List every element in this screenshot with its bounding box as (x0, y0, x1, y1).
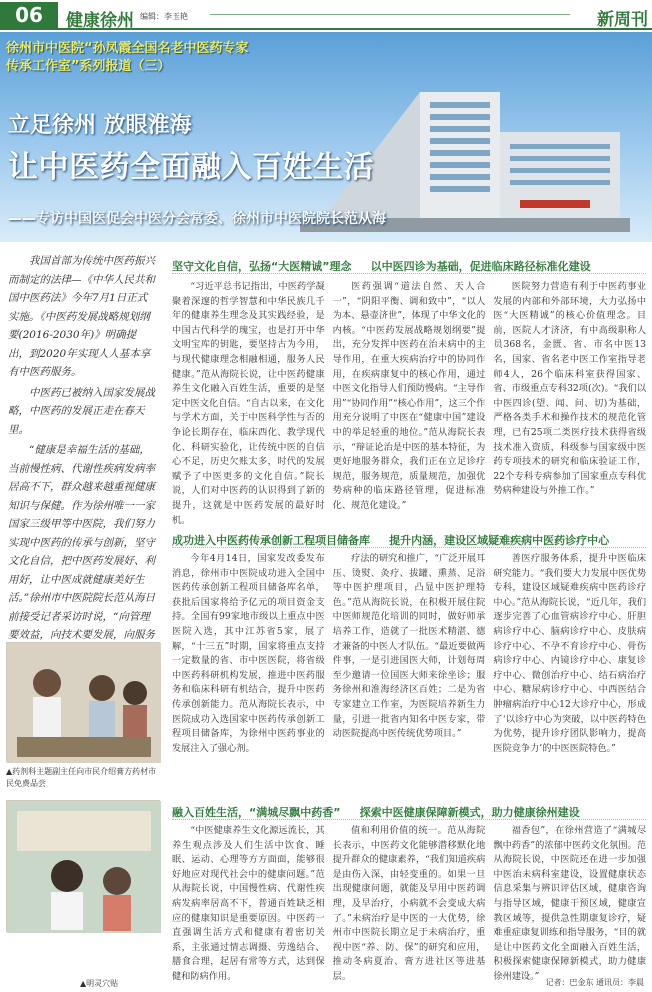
article-paragraph: 医院努力营造有利于中医药事业发展的内部和外部环境，大力弘扬中医“大医精诚”的核心价值理念。目前，医院人才济济，有中高级职称人员368名，金匮、省、市名中医13名，国家、省名老中医工作室指导老师4人，26个临床科室获得国家、省、市级重点专科32项(次)。“我们以中医四诊(望、闻、问、切)为基础，严格各类手术和操作技术的规范化管理，已有25项二类医疗技术获得省级技术准入资质，科级参与国家级中医药专项技术的研究和临床验证工作，22个专科专病参加了国家重点专科优势病种建设与外推工作。” (493, 281, 647, 497)
byline-credit: 记者：巴金东 通讯员：李晨 (545, 978, 644, 987)
subheadline: ——专访中国医促会中医分会常委、徐州市中医院院长范从海 (8, 211, 386, 227)
article-columns (172, 552, 646, 796)
article-column (172, 824, 325, 982)
article-columns (172, 824, 647, 982)
page-number: 06 (0, 2, 58, 28)
article-paragraph: 今年4月14日，国家发改委发布消息，徐州市中医院成功进入全国中医药传承创新工程项目储备库名单，获批后国家将给予亿元的项目资金支持。全国有99家地市级以上重点中医医院入选，其中江苏省5家，展了解，“十三五”时期，国家将重点支持一定数量的省、市中医医院，将省级中医药科研机构发展，推进中医药服务和临床科研有机结合，提升中医药传承创新能力。范从海院长表示，中医院成功入选国家中医药传承创新工程项目储备库，为徐州中医药事业的发展注入了强心剂。 (172, 553, 325, 754)
section-heading-right: 探索中医健康保障新模式，助力健康徐州建设 (359, 806, 580, 819)
editor-credit: 编辑：李玉艳 (140, 12, 188, 21)
section-heading-right: 以中医四诊为基础，促进临床路径标准化建设 (370, 260, 591, 273)
article-column (172, 552, 325, 796)
article-paragraph: “习近平总书记指出，中医药学凝聚着深邃的哲学智慧和中华民族几千年的健康养生理念及其实践经验，是中国古代科学的瑰宝，也是打开中华文明宝库的钥匙，要坚持古为今用，与现代健康理念相融相通，服务人民健康。”范从海院长说，让中医药健康养生文化融入百姓生活，重要的是坚定中医文化自信。“自古以来，在文化与学术方面，关于中医科学性与否的争论长期存在，临床西化、教学现代化、科研实验化，让传统中医的自信心不足，历史欠账太多，时代的发展赋予了中医更多的文化自信。”院长说，人们对中医药的认识得到了新的提升，这就是中医药发展的最好时机。 (172, 281, 325, 526)
lead-paragraph: 我国首部为传统中医药振兴而制定的法律—《中华人民共和国中医药法》今年7月1日正式实施。《中医药发展战略规划纲要(2016-2030年)》明确提出，到2020年实现人人基本享有中医药服务。 (8, 255, 155, 378)
article-paragraph: “中医健康养生文化源远流长，其养生观点涉及人们生活中饮食、睡眠、运动、心理等方方面面，能够很好地应对现代社会中的健康问题。”范从海院长说，中国慢性病、代谢性疾病发病率居高不下，普通百姓缺乏相应的健康知识是重要原因。中医药一直强调生活方式和健康有着密切关系，主张通过情志调摄、劳逸结合、膳食合理，起居有常等方式，达到保健和防病作用。 (172, 825, 325, 982)
article-paragraph: 医药强调“道法自然、天人合一”，“阴阳平衡、调和致中”，“以人为本、悬壶济世”，体现了中华文化的内核。“中医药发展战略规划纲要”提出，充分发挥中医药在治未病中的主导作用，在重大疾病治疗中的协同作用，在疾病康复中的核心作用，通过中医文化指导人们预防慢病。“主导作用”“协同作用”“核心作用”，这三个作用充分说明了中医在“健康中国”建设中的举足轻重的地位。”范从海院长表示，“辩证论治是中医的基本特征，为更好地服务群众，我们正在立足诊疗规范，服务规范，质量规范，加强优势病种的临床路径管理，促进标准化、规范化建设。” (332, 281, 486, 511)
lead-paragraph: “健康是幸福生活的基础，当前慢性病、代谢性疾病发病率居高不下，群众越来越重视健康知识与保健。作为徐州唯一一家国家三级甲等中医院，我们努力实现中医药的传承与创新，坚守文化自信，把中医药发展好、利用好，让中医成就健康美好生活。”徐州市中医院院长范从海日前接受记者采访时说，“向管理要效益，向技术要发展，向服务 (8, 444, 156, 641)
lead-paragraph: 中医药已被纳入国家发展战略，中医药的发展正走在春天里。 (8, 386, 155, 436)
masthead: 新周刊 (597, 10, 648, 30)
page-header (0, 0, 652, 30)
section-heading-right: 提升内涵，建设区域疑难疾病中医药诊疗中心 (389, 534, 610, 547)
section-heading (172, 532, 646, 548)
article-paragraph: 值和利用价值的统一。范从海院长表示，中医药文化能够潜移默化地提升群众的健康素养，“我们知道疾病是由伤入深，由轻变重的。如果一旦出现健康问题，就能及早用中医药调理，及早治疗，小病就不会变成大病了。”未病治疗是中医的一大优势，徐州市中医院长期立足于未病治疗，重视中医“养、防、保”的研究和应用，推动冬病夏治、膏方进社区等进基层。 (332, 825, 486, 982)
article-columns (172, 280, 647, 526)
section-heading-left: 成功进入中医药传承创新工程项目储备库 (172, 534, 370, 547)
article-column (332, 824, 486, 982)
header-divider (210, 14, 570, 15)
article-column (333, 280, 486, 520)
article-column (333, 552, 486, 796)
acupoint-patch-photo (6, 800, 160, 932)
herbal-tasting-photo (6, 642, 160, 762)
photo-caption: ▲明灵穴贴 (80, 979, 119, 988)
kicker-headline: 立足徐州 放眼淮海 (8, 113, 192, 138)
photo-caption: ▲药剂科主题副主任向市民介绍膏方药材市民免费品尝 (6, 767, 157, 788)
main-headline: 让中医药全面融入百姓生活 (8, 150, 374, 185)
article-column (493, 824, 647, 982)
banner (0, 32, 652, 242)
article-column (493, 552, 646, 796)
section-heading-left: 坚守文化自信，弘扬“大医精诚”理念 (172, 260, 352, 273)
article-column (493, 280, 646, 520)
article-paragraph: 疗法的研究和推广，“广泛开展耳压、烫熨、灸疗、拔罐、熏蒸、足浴等中医护理项目，凸显中医护理特色。”范从海院长说，在积极开展住院中医师规范化培训的同时，做好师承培养工作，造就了一批医术精湛、德才兼备的中医人才队伍。“最近要做两件事，一是引进国医大师，计划每周至少邀请一位国医大师来徐坐诊；服务徐州和淮海经济区百姓；二是为省专家建立工作室，为医院培养新生力量，引进一批省内知名中医专家，带动医院提高中医传统优势项目。” (332, 553, 486, 740)
article-column (172, 280, 325, 526)
article-paragraph: 善医疗服务体系，提升中医临床研究能力。“我们要大力发展中医优势专科，建设区域疑难疾病中医药诊疗中心。”范从海院长说，“近几年，我们逐步完善了心血管病诊疗中心、肝胆病诊疗中心、脑病诊疗中心、皮肤病诊疗中心、不孕不育诊疗中心、骨伤病诊疗中心、内镜诊疗中心、康复诊疗中心、微创治疗中心、结石病治疗中心、糖尿病诊疗中心、中西医结合肿瘤病治疗中心12大诊疗中心，形成了‘以诊疗中心为突破，以中医药特色为优势，提升诊疗团队影响力，提高医院竞争力’的中医医院特色。” (493, 553, 647, 754)
article-paragraph: 福香包”，在徐州营造了“满城尽飘中药香”的浓郁中医药文化氛围。范从海院长说，中医院还在进一步加强中医治未病科室建设，设置健康状态信息采集与辨识评估区域，健康咨询与指导区域，健康干预区域，健康宣教区域等，提供急性期康复诊疗，疑难重症康复训练和指导服务，“目的就是让中医药文化全面融入百姓生活，积极探索健康保障新模式，助力健康徐州建设。” (493, 825, 647, 982)
section-title: 健康徐州 (66, 11, 134, 31)
section-heading-left: 融入百姓生活，“满城尽飘中药香” (172, 806, 341, 819)
section-heading (172, 258, 646, 274)
series-title: 徐州市中医院“孙凤霞全国名老中医药专家传承工作室”系列报道（三） (6, 41, 249, 74)
section-heading (172, 804, 646, 820)
